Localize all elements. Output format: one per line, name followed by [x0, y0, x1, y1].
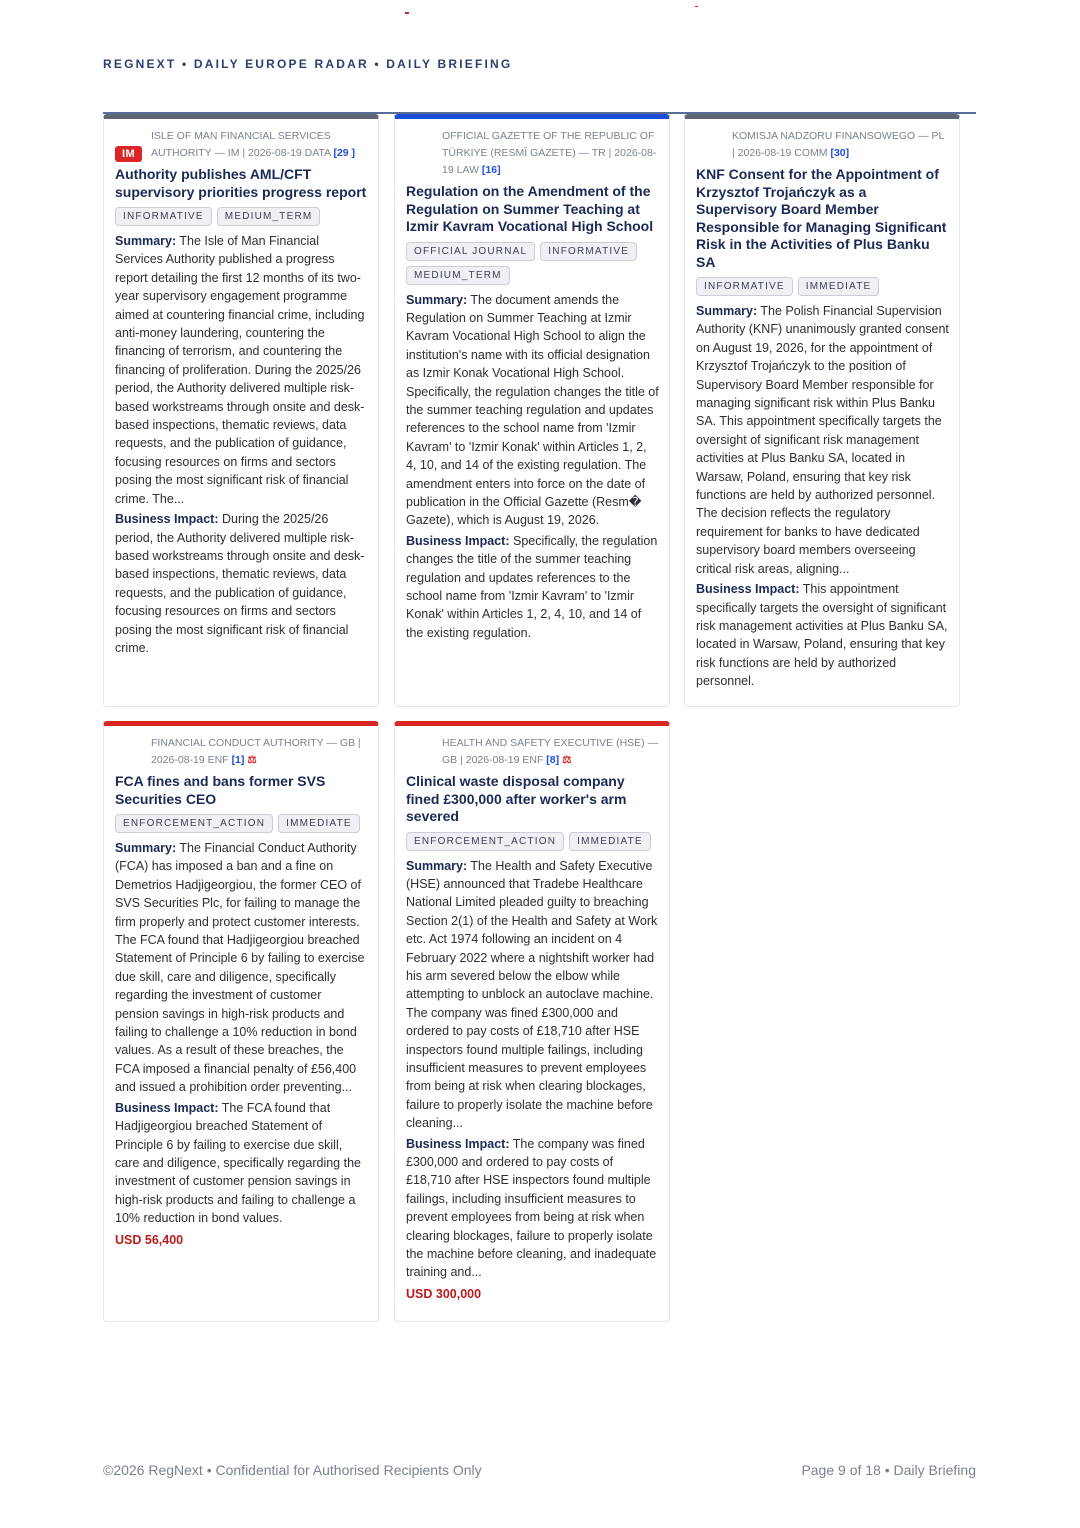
card-meta [406, 128, 659, 179]
card-impact [406, 1135, 659, 1282]
impact-text: This appointment specifically targets the oversight of significant risk management activities at Plus Banku SA, located in Warsaw, Poland, ensuring that key risk functions are held by authorized personnel. [696, 582, 948, 689]
summary-text: The document amends the Regulation on Summer Teaching at Izmir Kavram Vocational High School to align the institution's name with its official designation as Izmir Konak Vocational High School. Specifically, the regulation changes the title of the summer teaching regulation and updates references to the school name from 'Izmir Kavram' to 'Izmir Konak' within Articles 1, 2, 4, 10, and 14 of the existing regulation. The amendment enters into force on the date of publication in the Official Gazette (Resm� Gazete), which is August 19, 2026. [406, 292, 659, 528]
card-summary [115, 839, 368, 1097]
card-ref[interactable]: [16] [481, 164, 501, 176]
card-source: HEALTH AND SAFETY EXECUTIVE (HSE) — GB | 2026-08-19 [442, 737, 659, 766]
tag: ENFORCEMENT_ACTION [115, 814, 273, 833]
card-title[interactable]: Clinical waste disposal company fined £300,000 after worker's arm severed [406, 773, 627, 824]
card-source: KOMISJA NADZORU FINANSOWEGO — PL | 2026-08-19 [732, 130, 944, 159]
briefing-header: REGNEXT • DAILY EUROPE RADAR • DAILY BRIEFING [103, 57, 513, 71]
impact-label: Business Impact: [406, 533, 510, 548]
impact-label: Business Impact: [406, 1136, 510, 1151]
tag: MEDIUM_TERM [406, 266, 510, 285]
print-mark-right [695, 6, 698, 7]
impact-label: Business Impact: [696, 582, 800, 597]
summary-label: Summary: [115, 234, 177, 248]
tag: INFORMATIVE [540, 242, 637, 261]
summary-label: Summary: [696, 304, 758, 318]
scales-icon: ⚖ [247, 754, 257, 766]
print-mark-left [405, 12, 409, 14]
card-summary [406, 291, 659, 530]
jurisdiction-chip: IM [115, 146, 142, 162]
card-impact [115, 510, 368, 657]
card-title[interactable]: Regulation on the Amendment of the Regulation on Summer Teaching at Izmir Kavram Vocational High School [406, 183, 654, 234]
card-meta [696, 128, 949, 162]
card-type: ENF [207, 754, 229, 766]
tag: INFORMATIVE [696, 277, 793, 296]
tag: INFORMATIVE [115, 207, 212, 226]
card-tags [115, 206, 368, 230]
card-title[interactable]: KNF Consent for the Appointment of Krzysztof Trojańczyk as a Supervisory Board Member Responsible for Managing Significant Risk in the Activities of Plus Banku SA [696, 166, 947, 270]
card-title[interactable]: FCA fines and bans former SVS Securities CEO [115, 773, 326, 807]
footer-left: ©2026 RegNext • Confidential for Authorised Recipients Only [103, 1462, 482, 1478]
card-summary [696, 302, 949, 578]
card-meta [115, 128, 368, 162]
impact-text: The company was fined £300,000 and ordered to pay costs of £18,710 after HSE inspectors found multiple failings, including insufficient measures to prevent employees from being at risk when clearing blockages, failure to properly isolate the machine before cleaning, and inadequate training and... [406, 1136, 657, 1280]
card-ref[interactable]: [29 ] [333, 147, 356, 159]
card-tags [406, 241, 659, 289]
tag: IMMEDIATE [798, 277, 880, 296]
card-ref[interactable]: [8] [546, 754, 560, 766]
summary-text: The Health and Safety Executive (HSE) announced that Tradebe Healthcare National Limited pleaded guilty to breaching Section 2(1) of the Health and Safety at Work etc. Act 1974 following an incident on 4 February 2022 where a nightshift worker had his arm severed below the elbow while attempting to unblock an autoclave machine. The company was fined £300,000 and ordered to pay costs of £18,710 after HSE inspectors found multiple failings, including insufficient measures to prevent employees from being at risk when clearing blockages, failure to properly isolate the machine before cleaning... [406, 858, 658, 1131]
card-source: FINANCIAL CONDUCT AUTHORITY — GB | 2026-08-19 [151, 737, 361, 766]
summary-text: The Isle of Man Financial Services Authority published a progress report detailing the first 12 months of its two-year supervisory engagement programme aimed at countering financial crime, including anti-money laundering, countering the financing of terrorism, and countering the financing of proliferation. During the 2025/26 period, the Authority delivered multiple risk-based workstreams through onsite and desk-based inspections, thematic reviews, data requests, and the publication of guidance, focusing resources on firms and sectors posing the most significant risk of financial crime. The... [115, 234, 365, 506]
tag: OFFICIAL JOURNAL [406, 242, 535, 261]
card-impact [406, 532, 659, 642]
card-title[interactable]: Authority publishes AML/CFT supervisory priorities progress report [115, 166, 367, 200]
tag: IMMEDIATE [569, 832, 651, 851]
card-tags [696, 276, 949, 300]
summary-text: The Polish Financial Supervision Authority (KNF) unanimously granted consent on August 19, 2026, for the appointment of Krzysztof Trojańczyk to the position of Supervisory Board Member responsible for managing significant risk within Plus Banku SA. This appointment specifically targets the oversight of significant risk management activities at Plus Banku SA, located in Warsaw, Poland, ensuring that key risk functions are held by authorized personnel. The decision reflects the regulatory requirement for banks to have dedicated supervisory board members overseeing critical risk areas, aligning... [696, 304, 949, 576]
card-type: ENF [522, 754, 544, 766]
card-meta [115, 735, 368, 769]
impact-text: The FCA found that Hadjigeorgiou breached Statement of Principle 6 by failing to exercise due skill, care and diligence, specifically regarding the investment of customer pension savings in high-risk products and failing to challenge a 10% reduction in bond values. [115, 1100, 361, 1226]
scales-icon: ⚖ [562, 754, 572, 766]
penalty-amount: USD 56,400 [115, 1232, 184, 1247]
briefing-card[interactable] [394, 114, 670, 707]
card-type: COMM [794, 147, 828, 159]
card-tags [115, 813, 368, 837]
card-impact [115, 1099, 368, 1228]
impact-text: Specifically, the regulation changes the title of the summer teaching regulation and updates references to the school name from 'Izmir Kavram' to 'Izmir Konak' within Articles 1, 2, 4, 10, and 14 of the existing regulation. [406, 533, 658, 640]
card-impact [696, 580, 949, 690]
card-source: ISLE OF MAN FINANCIAL SERVICES AUTHORITY — IM | 2026-08-19 [151, 130, 331, 159]
summary-text: The Financial Conduct Authority (FCA) has imposed a ban and a fine on Demetrios Hadjigeorgiou, the former CEO of SVS Securities Plc, for failing to manage the firm properly and protect customer interests. The FCA found that Hadjigeorgiou breached Statement of Principle 6 by failing to exercise due skill, care and diligence, specifically regarding the investment of customer pension savings in high-risk products and failing to challenge a 10% reduction in bond values. As a result of these breaches, the FCA imposed a financial penalty of £56,400 and issued a prohibition order preventing... [115, 841, 365, 1095]
card-summary [406, 857, 659, 1133]
briefing-card[interactable] [103, 114, 379, 707]
footer-right: Page 9 of 18 • Daily Briefing [801, 1462, 976, 1478]
summary-label: Summary: [406, 858, 468, 873]
tag: MEDIUM_TERM [217, 207, 321, 226]
card-type: LAW [456, 164, 479, 176]
card-type: DATA [304, 147, 331, 159]
penalty-amount: USD 300,000 [406, 1286, 482, 1301]
impact-text: During the 2025/26 period, the Authority delivered multiple risk-based workstreams through onsite and desk-based inspections, thematic reviews, data requests, and the publication of guidance, focusing resources on firms and sectors posing the most significant risk of financial crime. [115, 512, 365, 655]
impact-label: Business Impact: [115, 512, 219, 527]
tag: ENFORCEMENT_ACTION [406, 832, 564, 851]
impact-label: Business Impact: [115, 1100, 219, 1115]
card-tags [406, 831, 659, 855]
briefing-card[interactable] [684, 114, 960, 707]
summary-label: Summary: [115, 841, 177, 855]
card-ref[interactable]: [1] [231, 754, 245, 766]
tag: IMMEDIATE [278, 814, 360, 833]
card-summary [115, 232, 368, 508]
summary-label: Summary: [406, 292, 468, 307]
card-ref[interactable]: [30] [830, 147, 850, 159]
card-meta [406, 735, 659, 769]
briefing-card[interactable] [394, 721, 670, 1322]
briefing-card[interactable] [103, 721, 379, 1322]
card-source: OFFICIAL GAZETTE OF THE REPUBLIC OF TÜRKIYE (RESMÎ GAZETE) — TR | 2026-08-19 [442, 130, 657, 176]
